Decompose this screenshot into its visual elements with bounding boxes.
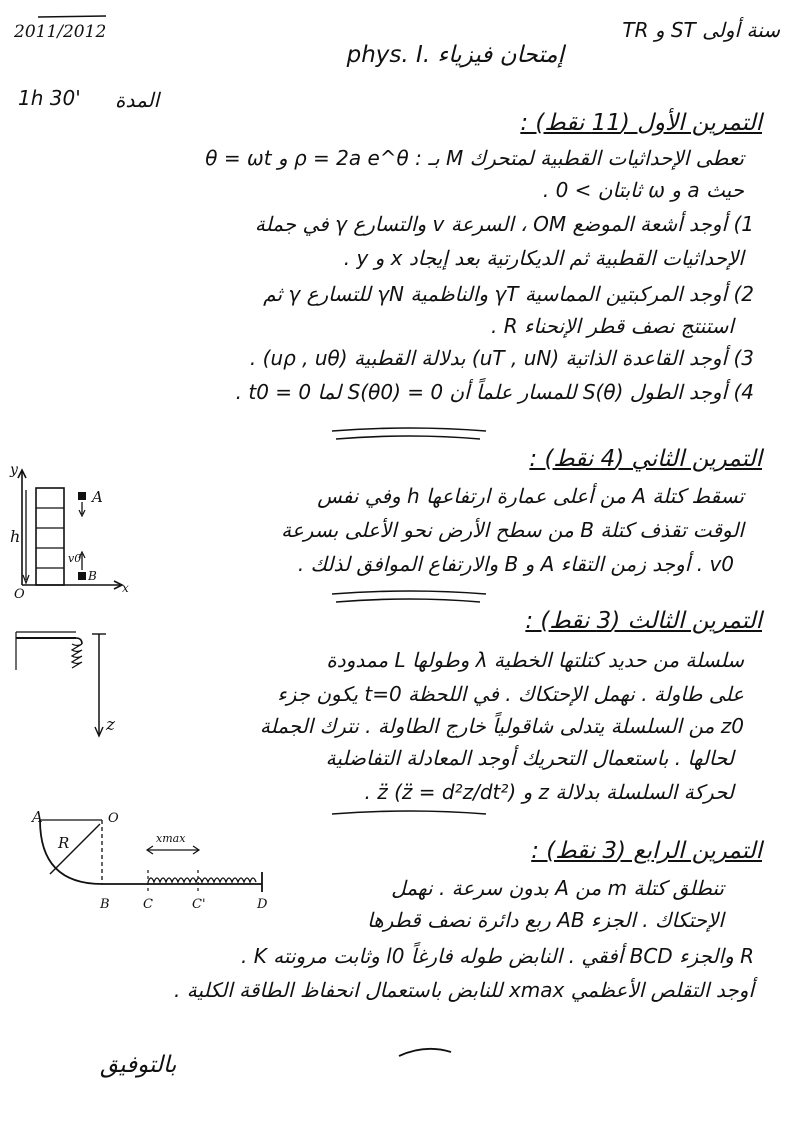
fig-center-o: O — [108, 811, 119, 826]
separator-double-line — [330, 588, 490, 608]
exercise1-line: استنتج نصف قطر الإنحناء R . — [491, 314, 734, 338]
exercise3-line: z0 من السلسلة يتدلى شاقولياً خارج الطاولة . نترك الجملة — [259, 714, 744, 738]
exercise3-line: سلسلة من حديد كتلتها الخطية λ وطولها L ممدودة — [326, 648, 744, 672]
fig-xmax-label: xmax — [156, 832, 186, 845]
chain-figure — [14, 630, 124, 750]
exercise2-line: v0 . أوجد زمن التقاء A و B والارتفاع الموافق لذلك . — [297, 552, 734, 576]
exercise1-line: تعطى الإحداثيات القطبية لمتحرك M بـ : ρ = 2a e^θ و θ = ωt — [205, 146, 744, 170]
exercise1-question-4: 4) أوجد الطول S(θ) للمسار علماً أن S(θ0) = 0 لما t0 = 0 . — [235, 380, 754, 404]
exercise1-line: الإحداثيات القطبية ثم الديكارتية بعد إيجاد x و y . — [343, 246, 744, 270]
fig-initial-velocity-label: v0 — [68, 552, 82, 565]
exercise1-question-3: 3) أوجد القاعدة الذاتية (uT , uN) بدلالة القطبية (uρ , uθ) . — [249, 346, 754, 370]
exercise1-question-2: 2) أوجد المركبتين المماسية γT والناظمية γN للتسارع γ ثم — [263, 282, 754, 306]
fig-radius-r: R — [58, 834, 70, 852]
exam-class: سنة أولى ST و TR — [622, 18, 780, 42]
exercise1-line: حيث a و ω ثابتان > 0 . — [542, 178, 744, 202]
exercise3-line: لحركة السلسلة بدلالة z و z̈ (z̈ = d²z/dt²) . — [364, 780, 734, 804]
exercise4-title: التمرين الرابع (3 نقط) : — [531, 838, 762, 864]
separator-line — [330, 808, 490, 820]
exercise2-line: الوقت تقذف كتلة B من سطح الأرض نحو الأعلى بسرعة — [281, 518, 744, 542]
fig-chain-z-label: z — [106, 715, 115, 735]
exercise3-line: لحالها . باستعمال التحريك أوجد المعادلة التفاضلية — [325, 746, 734, 770]
exercise3-title: التمرين الثالث (3 نقط) : — [525, 608, 762, 634]
fig-point-c-prime: C' — [192, 897, 206, 912]
exercise2-line: تسقط كتلة A من أعلى عمارة ارتفاعها h وفي نفس — [317, 484, 744, 508]
fig-point-b: B — [100, 897, 110, 912]
fig-mass-b-label: B — [88, 569, 97, 583]
building-figure — [8, 460, 138, 600]
exercise3-line: على طاولة . نهمل الإحتكاك . في اللحظة t=0 يكون جزء — [277, 682, 744, 706]
exam-title: إمتحان فيزياء .phys. I — [346, 42, 564, 68]
closing-wish: بالتوفيق — [100, 1052, 177, 1078]
fig-point-c: C — [143, 897, 153, 912]
duration-label: المدة — [115, 88, 160, 112]
fig-mass-a-label: A — [92, 488, 103, 506]
exam-date: 2011/2012 — [14, 22, 107, 42]
exercise1-question-1: 1) أوجد أشعة الموضع OM ، السرعة v والتسارع γ في جملة — [254, 212, 754, 236]
exercise4-line: الإحتكاك . الجزء AB ربع دائرة نصف قطرها — [367, 908, 724, 932]
duration-value: 1h 30' — [18, 86, 81, 110]
signature-mark — [395, 1040, 455, 1060]
exercise2-title: التمرين الثاني (4 نقط) : — [529, 446, 762, 472]
fig-origin-label: O — [14, 587, 25, 602]
exercise4-line: تنطلق كتلة m من A بدون سرعة . نهمل — [391, 876, 724, 900]
date-overline — [38, 14, 108, 20]
exercise4-line: R والجزء BCD أفقي . النابض طوله فارغاً l0 وثابت مرونته K . — [240, 944, 754, 968]
fig-height-label: h — [10, 527, 21, 546]
track-spring-figure — [30, 808, 280, 918]
exercise1-title: التمرين الأول (11 نقط) : — [520, 110, 762, 136]
fig-axis-y: y — [10, 462, 18, 478]
fig-point-a: A — [32, 808, 43, 826]
exercise4-line: أوجد التقلص الأعظمي xmax للنابض باستعمال انحفاظ الطاقة الكلية . — [174, 978, 754, 1002]
separator-double-line — [330, 425, 490, 445]
fig-axis-x: x — [122, 581, 129, 595]
fig-point-d: D — [257, 897, 268, 912]
